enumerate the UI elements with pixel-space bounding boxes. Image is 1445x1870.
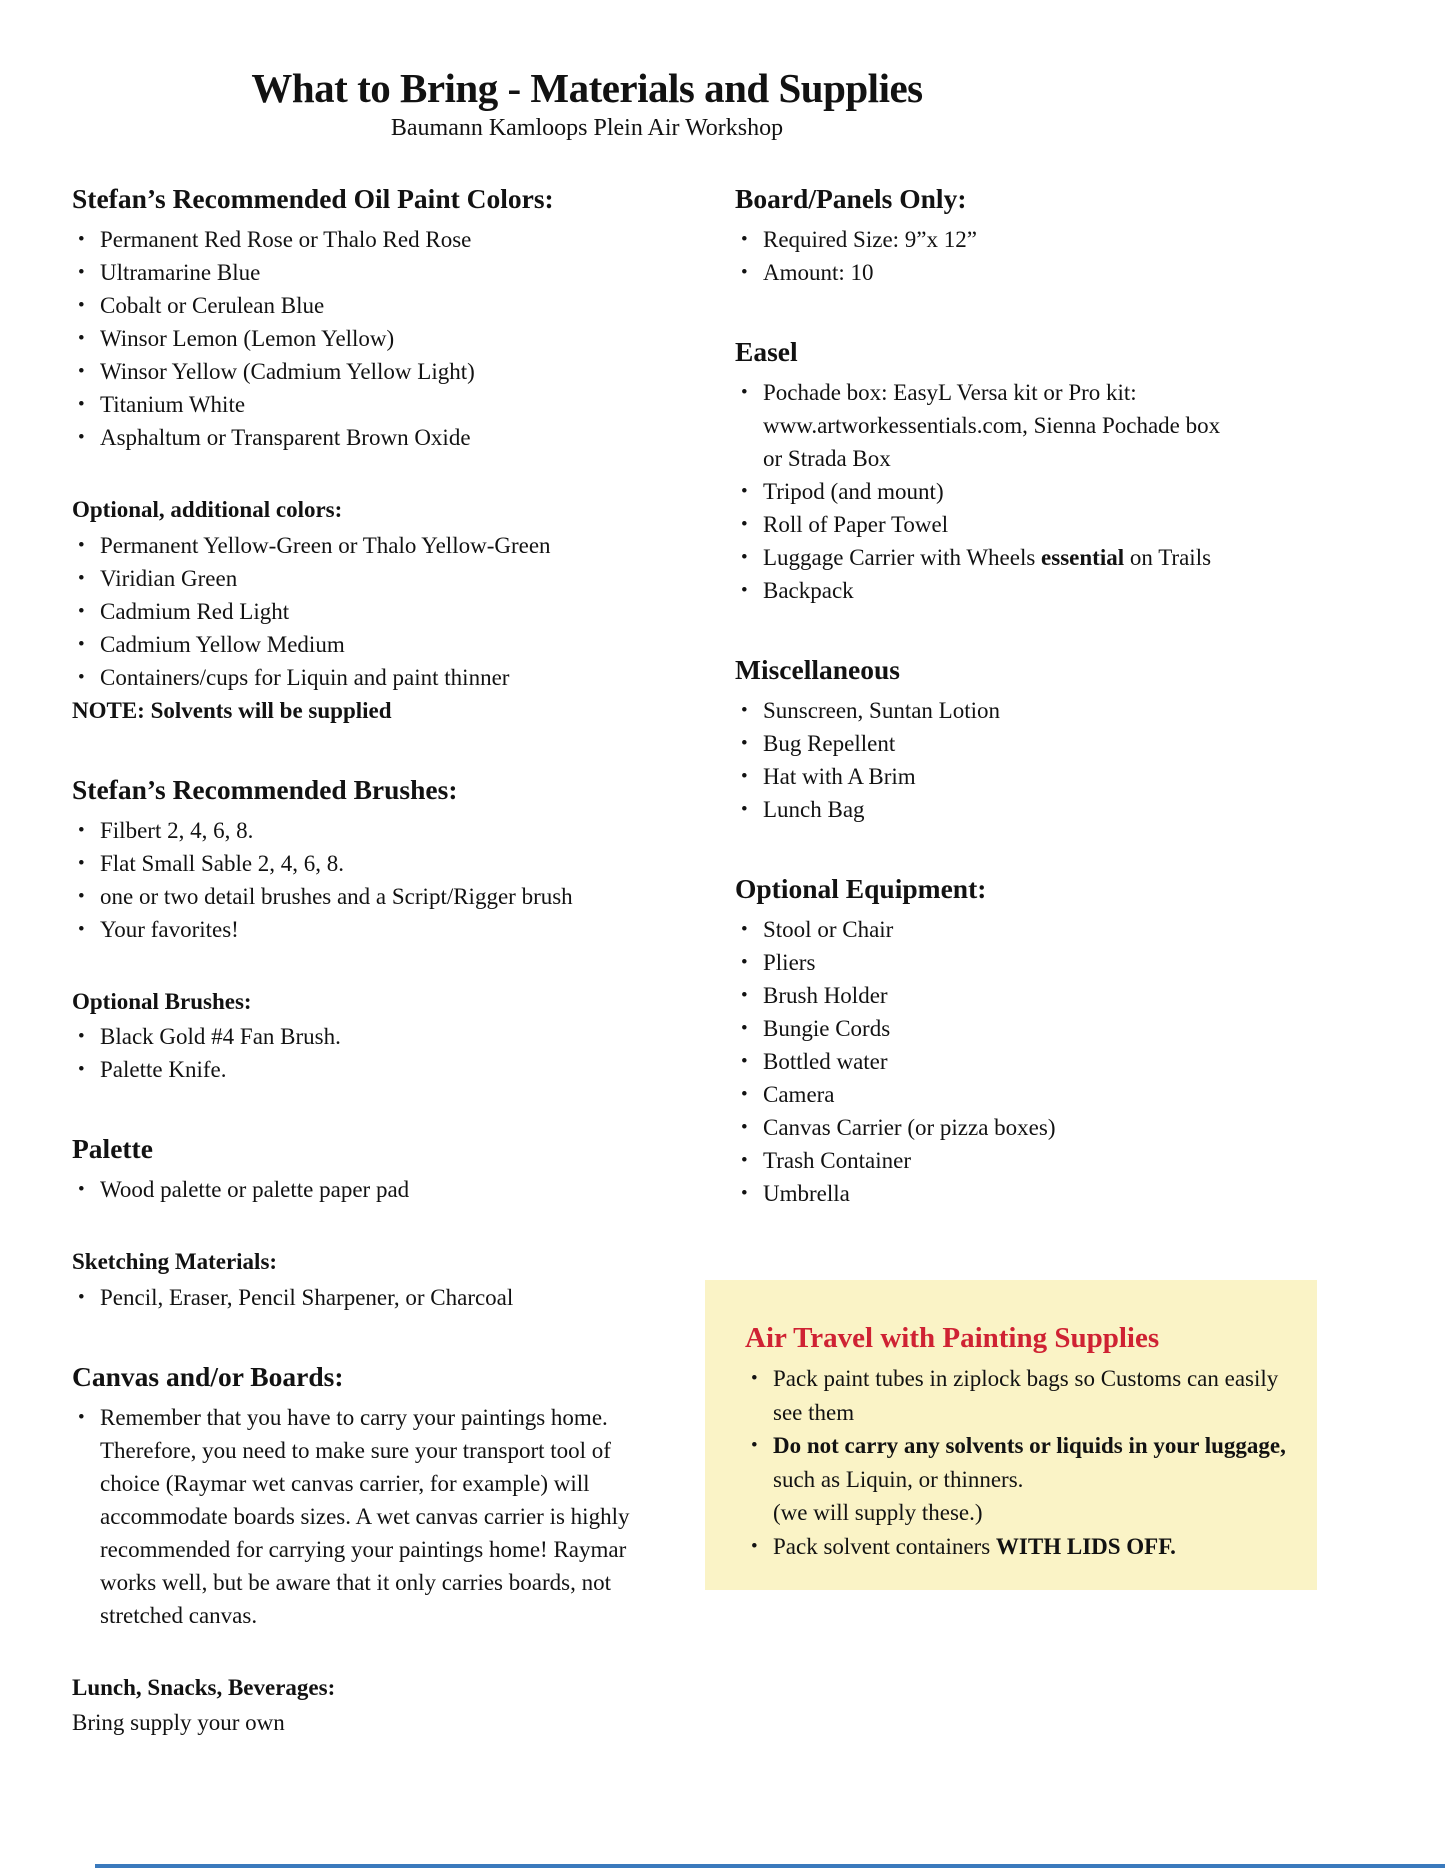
bullet-item <box>735 913 1335 946</box>
bullet-text <box>763 1045 1335 1078</box>
text-run: Filbert 2, 4, 6, 8. <box>100 817 254 843</box>
bullet-dot: • <box>78 534 85 556</box>
bullet-text <box>773 1429 1289 1530</box>
section-optional-brushes <box>72 988 644 1087</box>
bullet-text <box>100 1401 644 1632</box>
text-run: Trash Container <box>763 1148 912 1173</box>
section-heading-optional-brushes: Optional Brushes: <box>72 988 252 1014</box>
text-run: Pochade box: EasyL Versa kit or Pro kit: <box>763 380 1137 405</box>
bullet-dot: • <box>78 885 85 907</box>
text-run: Required Size: 9”x 12” <box>763 227 977 252</box>
bullet-item <box>735 376 1335 475</box>
bullet-dot: • <box>741 262 748 283</box>
text-run: Titanium White <box>100 392 246 417</box>
section-miscellaneous <box>735 653 1335 826</box>
bullet-item <box>72 1020 644 1053</box>
bullet-item <box>72 628 644 661</box>
bullet-dot: • <box>78 819 85 841</box>
air-travel-note-box <box>705 1280 1317 1590</box>
text-run: Cadmium Yellow Medium <box>100 631 345 657</box>
bullet-text <box>100 355 644 388</box>
section-heading-lunch-snacks-beverages: Lunch, Snacks, Beverages: <box>72 1674 336 1700</box>
text-run: on Trails <box>1124 545 1212 570</box>
bullet-text <box>763 1111 1335 1144</box>
bullet-dot: • <box>741 1018 748 1039</box>
text-run: such as Liquin, or thinners. <box>773 1466 1024 1492</box>
air-travel-heading: Air Travel with Painting Supplies <box>745 1322 1160 1354</box>
bullet-dot: • <box>78 852 85 874</box>
bullet-item <box>72 1401 644 1632</box>
bullet-item <box>735 541 1335 574</box>
bullet-dot: • <box>741 580 748 601</box>
bullet-dot: • <box>78 633 85 655</box>
bullet-text <box>763 946 1335 979</box>
document-header <box>0 64 1174 142</box>
bullet-dot: • <box>78 1179 85 1201</box>
bottom-divider <box>95 1864 1445 1868</box>
text-run: Sunscreen, Suntan Lotion <box>763 698 1000 723</box>
section-list <box>735 223 1335 289</box>
bullet-item <box>72 355 644 388</box>
section-note-bold: NOTE: Solvents will be supplied <box>72 697 392 723</box>
bullet-item <box>735 793 1335 826</box>
bullet-item <box>72 256 644 289</box>
section-optional-equipment <box>735 872 1335 1210</box>
text-run: Umbrella <box>763 1181 850 1206</box>
bullet-text <box>763 727 1335 760</box>
bullet-text <box>763 574 1335 607</box>
text-run: www.artworkessentials.com, Sienna Pochade box <box>763 413 1221 438</box>
bullet-dot: • <box>78 262 85 283</box>
right-column <box>735 182 1335 1210</box>
section-heading-easel: Easel <box>735 336 798 367</box>
section-canvas-and-or-boards <box>72 1360 644 1632</box>
bullet-text <box>763 541 1335 574</box>
text-run: Stool or Chair <box>763 917 894 942</box>
bullet-item <box>745 1362 1289 1429</box>
bullet-text <box>100 814 644 847</box>
bullet-dot: • <box>741 514 748 535</box>
text-run: Flat Small Sable 2, 4, 6, 8. <box>100 850 345 876</box>
bullet-item <box>735 223 1335 256</box>
section-heading-board-panels-only: Board/Panels Only: <box>735 183 967 214</box>
bullet-dot: • <box>741 952 748 973</box>
text-run: Hat with A Brim <box>763 764 916 789</box>
page-title: What to Bring - Materials and Supplies <box>251 65 923 111</box>
section-optional-additional-colors <box>72 496 644 727</box>
bullet-dot: • <box>741 382 748 403</box>
text-run: Ultramarine Blue <box>100 260 261 285</box>
text-run: Cobalt or Cerulean Blue <box>100 293 325 318</box>
bullet-text <box>763 1144 1335 1177</box>
section-heading-recommended-oil-paint-colors: Stefan’s Recommended Oil Paint Colors: <box>72 183 554 214</box>
bullet-item <box>72 595 644 628</box>
text-run: Pack paint tubes in ziplock bags so Customs can easily see them <box>773 1366 1279 1425</box>
bullet-item <box>72 421 644 454</box>
section-board-panels-only <box>735 182 1335 289</box>
bullet-item <box>735 508 1335 541</box>
section-sketching-materials <box>72 1248 644 1314</box>
bullet-item <box>72 913 644 946</box>
bullet-text <box>763 1012 1335 1045</box>
text-run: Palette Knife. <box>100 1057 227 1083</box>
bullet-dot: • <box>741 1150 748 1171</box>
bullet-dot: • <box>78 1286 85 1308</box>
bullet-item <box>745 1530 1289 1564</box>
section-note-plain: Bring supply your own <box>72 1710 285 1736</box>
bullet-dot: • <box>741 700 748 721</box>
text-run: Bottled water <box>763 1049 888 1074</box>
bullet-item <box>735 1012 1335 1045</box>
bullet-text <box>100 628 644 661</box>
bullet-text <box>773 1530 1289 1564</box>
bullet-text <box>763 1177 1335 1210</box>
bullet-dot: • <box>78 1059 85 1081</box>
bullet-text <box>763 508 1335 541</box>
bullet-dot: • <box>78 394 85 415</box>
bullet-dot: • <box>78 918 85 940</box>
text-run: Roll of Paper Towel <box>763 512 949 537</box>
bullet-dot: • <box>741 919 748 940</box>
bullet-dot: • <box>751 1535 758 1557</box>
text-run: Pencil, Eraser, Pencil Sharpener, or Charcoal <box>100 1284 514 1310</box>
bullet-dot: • <box>741 1117 748 1138</box>
bullet-text <box>100 595 644 628</box>
text-run: Canvas Carrier (or pizza boxes) <box>763 1115 1056 1140</box>
bullet-text <box>100 562 644 595</box>
bullet-text <box>773 1362 1289 1429</box>
section-list <box>72 1281 644 1314</box>
bullet-item <box>735 946 1335 979</box>
bullet-item <box>735 694 1335 727</box>
text-run: Amount: 10 <box>763 260 874 285</box>
bullet-dot: • <box>78 427 85 448</box>
bullet-item <box>735 1111 1335 1144</box>
bullet-dot: • <box>78 361 85 382</box>
section-heading-miscellaneous: Miscellaneous <box>735 654 900 685</box>
text-run: Tripod (and mount) <box>763 479 944 504</box>
bullet-item <box>72 529 644 562</box>
bullet-text <box>763 793 1335 826</box>
bullet-dot: • <box>78 666 85 688</box>
bullet-item <box>735 475 1335 508</box>
bullet-item <box>72 880 644 913</box>
bullet-item <box>735 1078 1335 1111</box>
text-run: Cadmium Red Light <box>100 598 290 624</box>
text-run: Remember that you have to carry your paintings home. Therefore, you need to make sure your transport tool of choice (Raymar wet canvas carrier, for example) will accommodate boards sizes. A wet canvas carrier is highly recommended for carrying your paintings home! Raymar works well, but be aware that it only carries boards, not stretched canvas. <box>100 1404 630 1628</box>
bold-text-run: essential <box>1041 545 1125 570</box>
bullet-item <box>72 847 644 880</box>
bullet-item <box>735 1177 1335 1210</box>
text-run: Containers/cups for Liquin and paint thinner <box>100 664 510 690</box>
text-run: Camera <box>763 1082 835 1107</box>
bullet-dot: • <box>78 328 85 349</box>
air-travel-list <box>745 1362 1289 1563</box>
bullet-item <box>735 979 1335 1012</box>
text-run: or Strada Box <box>763 446 891 471</box>
text-run: Viridian Green <box>100 565 238 591</box>
bullet-text <box>763 913 1335 946</box>
bullet-text <box>763 475 1335 508</box>
bullet-item <box>735 760 1335 793</box>
section-list <box>72 529 644 694</box>
bullet-text <box>100 289 644 322</box>
bullet-item <box>735 1045 1335 1078</box>
bold-text-run: Do not carry any solvents or liquids in your luggage, <box>773 1433 1286 1459</box>
section-list <box>72 1173 644 1206</box>
bullet-text <box>100 223 644 256</box>
bullet-text <box>100 256 644 289</box>
text-run: Your favorites! <box>100 916 239 942</box>
bullet-text <box>100 1281 644 1314</box>
bullet-item <box>72 814 644 847</box>
bullet-dot: • <box>78 295 85 316</box>
section-easel <box>735 335 1335 607</box>
text-run: Winsor Lemon (Lemon Yellow) <box>100 326 395 351</box>
text-run: Brush Holder <box>763 983 888 1008</box>
section-heading-palette: Palette <box>72 1133 153 1165</box>
bullet-text <box>763 223 1335 256</box>
bullet-dot: • <box>741 1183 748 1204</box>
text-run: Bungie Cords <box>763 1016 891 1041</box>
bullet-text <box>100 322 644 355</box>
bold-text-run: WITH LIDS OFF. <box>995 1533 1176 1559</box>
bullet-item <box>72 562 644 595</box>
bullet-text <box>100 529 644 562</box>
bullet-item <box>735 727 1335 760</box>
bullet-dot: • <box>78 1026 85 1048</box>
section-lunch-snacks-beverages <box>72 1674 644 1740</box>
bullet-dot: • <box>741 799 748 820</box>
bullet-text <box>763 376 1335 475</box>
bullet-dot: • <box>78 229 85 250</box>
text-run: Pliers <box>763 950 816 975</box>
page-subtitle: Baumann Kamloops Plein Air Workshop <box>390 115 784 141</box>
section-heading-optional-additional-colors: Optional, additional colors: <box>72 497 343 522</box>
bullet-item <box>72 1281 644 1314</box>
text-run: (we will supply these.) <box>773 1500 983 1526</box>
bullet-dot: • <box>78 567 85 589</box>
section-list <box>72 1020 644 1086</box>
section-heading-optional-equipment: Optional Equipment: <box>735 873 987 904</box>
section-heading-canvas-and-or-boards: Canvas and/or Boards: <box>72 1360 344 1392</box>
bullet-dot: • <box>78 600 85 622</box>
section-palette <box>72 1132 644 1206</box>
text-run: one or two detail brushes and a Script/Rigger brush <box>100 883 573 909</box>
section-recommended-brushes <box>72 773 644 946</box>
bullet-text <box>763 1078 1335 1111</box>
bullet-item <box>72 322 644 355</box>
bullet-dot: • <box>741 481 748 502</box>
text-run: Permanent Yellow-Green or Thalo Yellow-Green <box>100 532 551 558</box>
bullet-text <box>100 913 644 946</box>
section-heading-recommended-brushes: Stefan’s Recommended Brushes: <box>72 773 458 805</box>
bullet-dot: • <box>741 766 748 787</box>
section-list <box>72 814 644 946</box>
text-run: Wood palette or palette paper pad <box>100 1177 410 1203</box>
bullet-item <box>735 574 1335 607</box>
bullet-item <box>72 1173 644 1206</box>
bullet-text <box>763 694 1335 727</box>
bullet-item <box>745 1429 1289 1530</box>
bullet-text <box>100 847 644 880</box>
text-run: Pack solvent containers <box>773 1533 996 1559</box>
text-run: Lunch Bag <box>763 797 865 822</box>
bullet-dot: • <box>78 1406 85 1428</box>
section-recommended-oil-paint-colors <box>72 182 644 454</box>
section-list <box>735 376 1335 607</box>
section-list <box>72 223 644 454</box>
bullet-item <box>72 661 644 694</box>
bullet-text <box>763 979 1335 1012</box>
section-list <box>735 913 1335 1210</box>
bullet-dot: • <box>741 1084 748 1105</box>
section-list <box>735 694 1335 826</box>
bullet-text <box>763 760 1335 793</box>
bullet-item <box>735 256 1335 289</box>
bullet-item <box>72 388 644 421</box>
bullet-text <box>100 880 644 913</box>
bullet-dot: • <box>741 733 748 754</box>
text-run: Asphaltum or Transparent Brown Oxide <box>100 425 471 450</box>
bullet-dot: • <box>741 1051 748 1072</box>
section-list <box>72 1401 644 1632</box>
text-run: Bug Repellent <box>763 731 896 756</box>
text-run: Backpack <box>763 578 854 603</box>
text-run: Black Gold #4 Fan Brush. <box>100 1024 341 1050</box>
bullet-text <box>100 1173 644 1206</box>
bullet-item <box>735 1144 1335 1177</box>
bullet-dot: • <box>741 547 748 568</box>
text-run: Permanent Red Rose or Thalo Red Rose <box>100 227 472 252</box>
bullet-item <box>72 1053 644 1086</box>
bullet-text <box>763 256 1335 289</box>
bullet-text <box>100 1020 644 1053</box>
bullet-dot: • <box>741 985 748 1006</box>
left-column <box>72 182 644 1739</box>
bullet-dot: • <box>741 229 748 250</box>
bullet-item <box>72 289 644 322</box>
bullet-item <box>72 223 644 256</box>
bullet-dot: • <box>751 1435 758 1457</box>
text-run: Winsor Yellow (Cadmium Yellow Light) <box>100 359 475 384</box>
text-run: Luggage Carrier with Wheels <box>763 545 1042 570</box>
bullet-text <box>100 421 644 454</box>
bullet-dot: • <box>751 1368 758 1390</box>
bullet-text <box>100 1053 644 1086</box>
section-heading-sketching-materials: Sketching Materials: <box>72 1249 278 1275</box>
bullet-text <box>100 661 644 694</box>
bullet-text <box>100 388 644 421</box>
